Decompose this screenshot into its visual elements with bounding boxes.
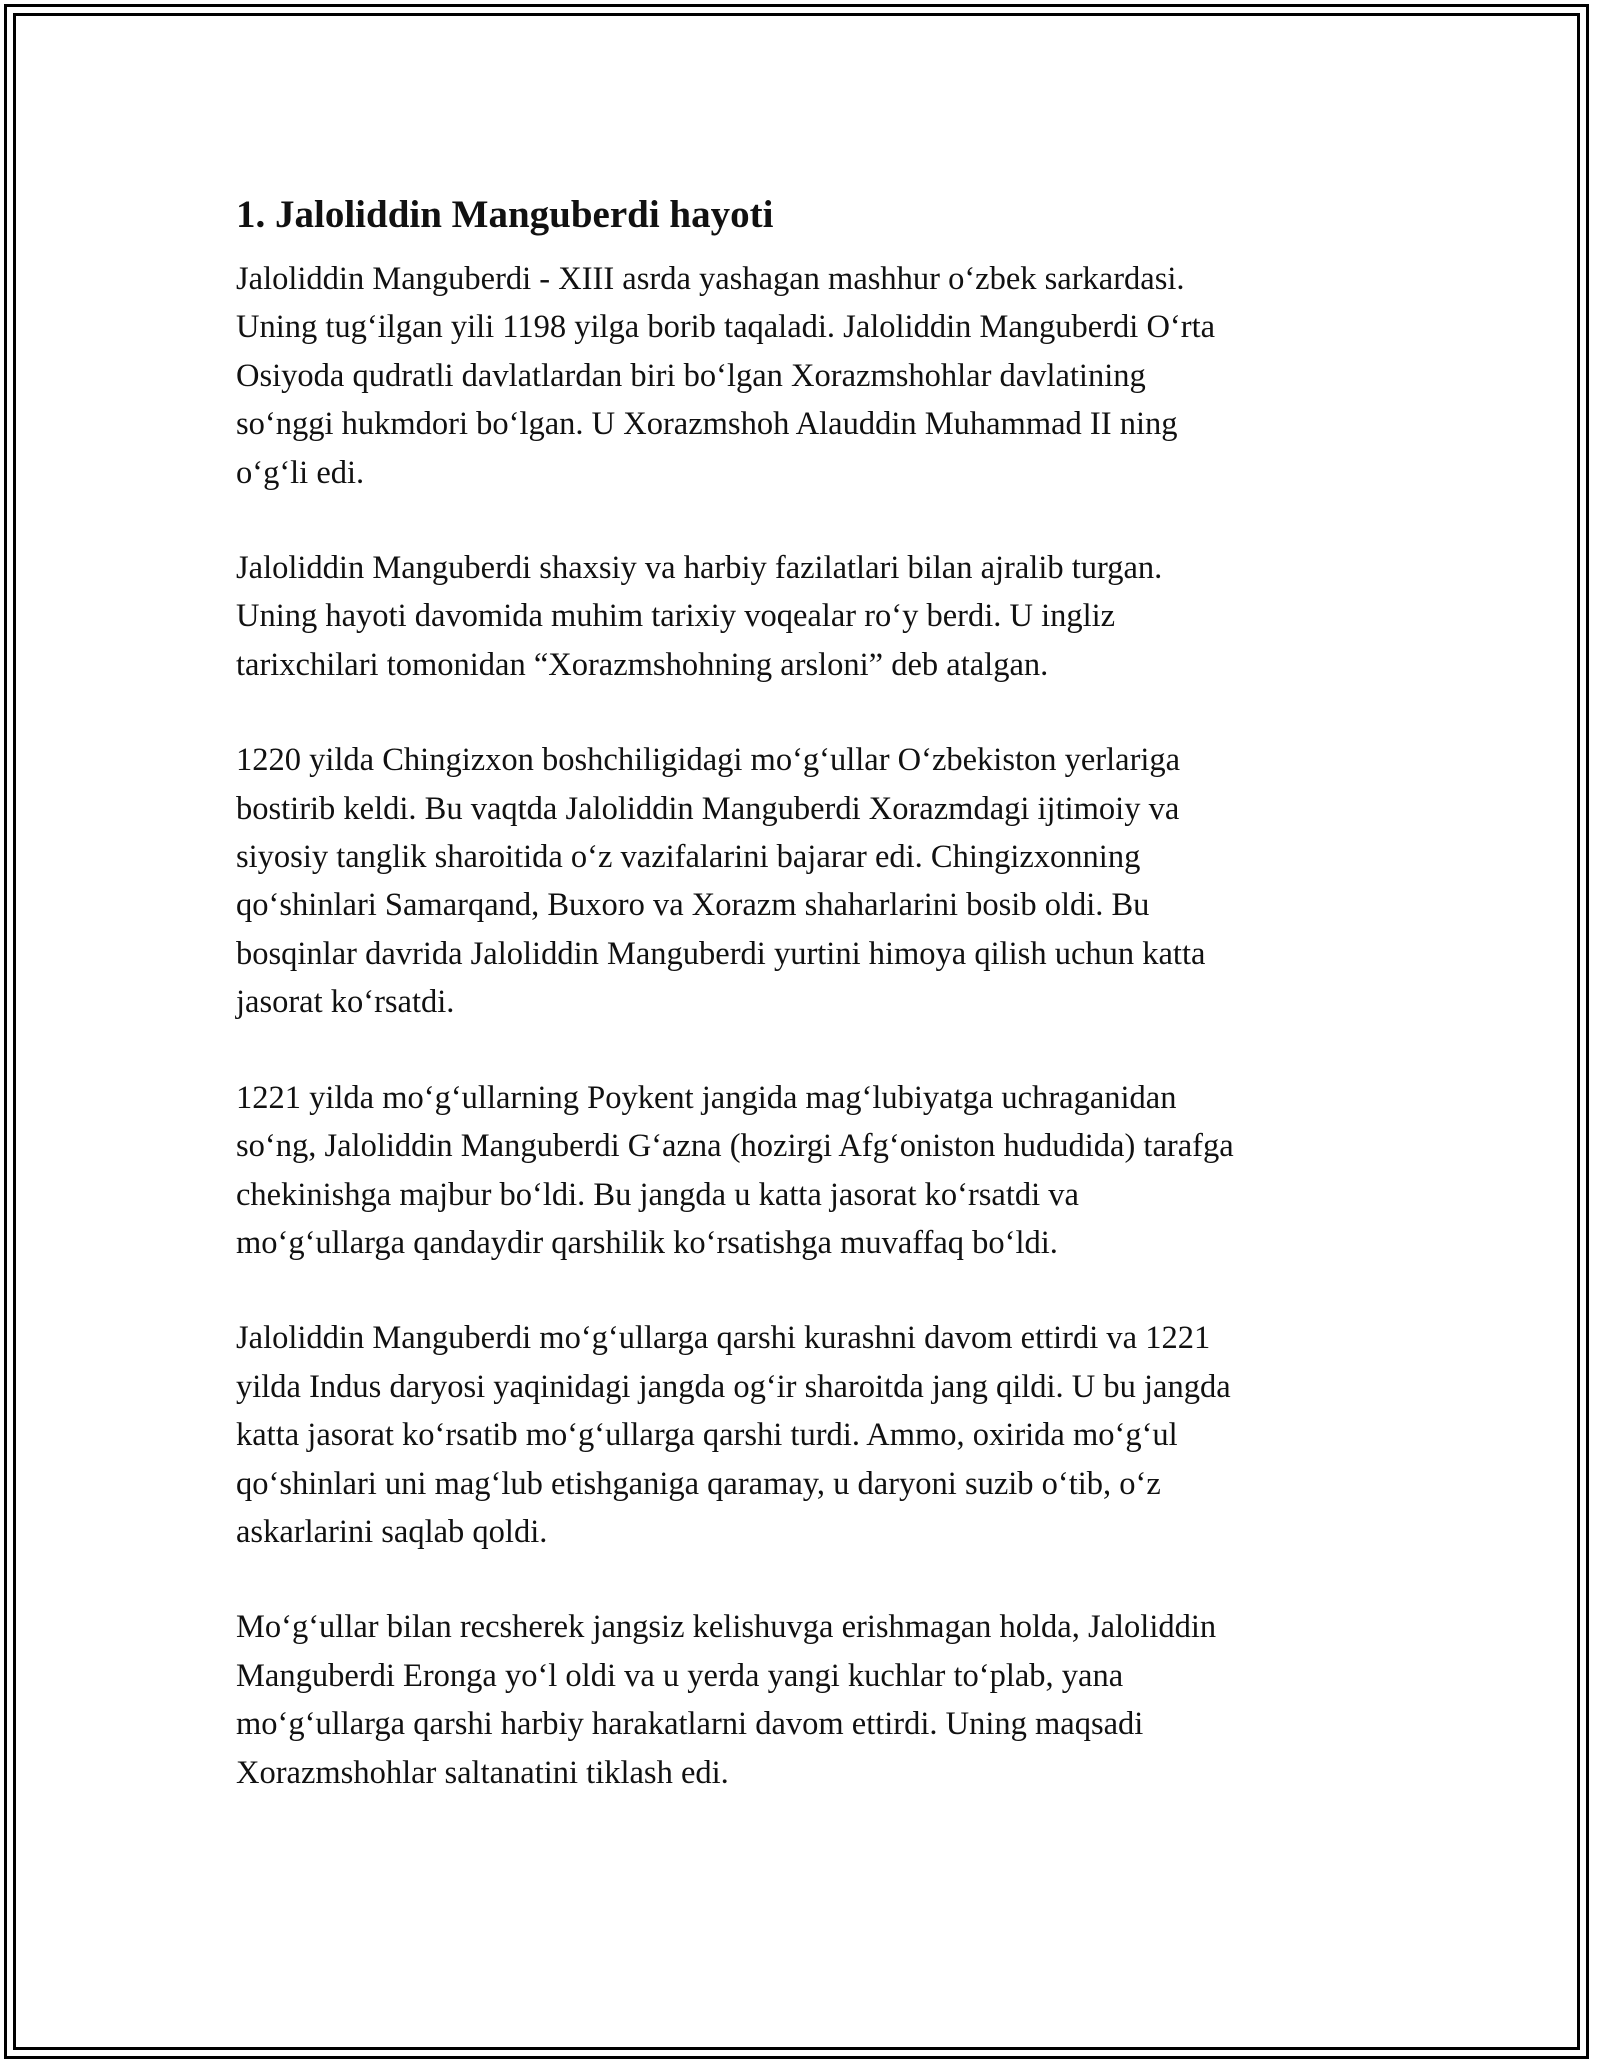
paragraph-line: askarlarini saqlab qoldi. xyxy=(236,1513,548,1550)
paragraph-line: Mo‘g‘ullar bilan recsherek jangsiz kelishuvga erishmagan holda, Jaloliddin xyxy=(236,1609,1217,1646)
paragraph-line: bostirib keldi. Bu vaqtda Jaloliddin Manguberdi Xorazmdagi ijtimoiy va xyxy=(236,790,1180,827)
document-body xyxy=(236,187,1376,1844)
paragraph-4 xyxy=(236,1074,1376,1268)
paragraph-5 xyxy=(236,1314,1376,1556)
paragraph-line: Xorazmshohlar saltanatini tiklash edi. xyxy=(236,1754,729,1791)
paragraph-1 xyxy=(236,255,1376,497)
paragraph-2 xyxy=(236,544,1376,689)
paragraph-line: Jaloliddin Manguberdi - XIII asrda yashagan mashhur o‘zbek sarkardasi. xyxy=(236,261,1185,297)
paragraph-line: so‘nggi hukmdori bo‘lgan. U Xorazmshoh Alauddin Muhammad II ning xyxy=(236,406,1178,443)
paragraph-line: jasorat ko‘rsatdi. xyxy=(236,984,455,1021)
paragraph-line: bosqinlar davrida Jaloliddin Manguberdi yurtini himoya qilish uchun katta xyxy=(236,935,1206,972)
paragraph-3 xyxy=(236,736,1376,1026)
paragraph-line: Uning hayoti davomida muhim tarixiy voqealar ro‘y berdi. U ingliz xyxy=(236,598,1116,635)
paragraph-line: Jaloliddin Manguberdi mo‘g‘ullarga qarshi kurashni davom ettirdi va 1221 xyxy=(236,1320,1211,1357)
paragraph-line: qo‘shinlari Samarqand, Buxoro va Xorazm shaharlarini bosib oldi. Bu xyxy=(236,887,1150,924)
paragraph-line: siyosiy tanglik sharoitida o‘z vazifalarini bajarar edi. Chingizxonning xyxy=(236,839,1141,876)
paragraph-line: 1220 yilda Chingizxon boshchiligidagi mo‘g‘ullar O‘zbekiston yerlariga xyxy=(236,742,1181,779)
paragraph-line: o‘g‘li edi. xyxy=(236,454,365,491)
page-title: 1. Jaloliddin Manguberdi hayoti xyxy=(236,193,774,236)
paragraph-line: chekinishga majbur bo‘ldi. Bu jangda u katta jasorat ko‘rsatdi va xyxy=(236,1176,1079,1213)
paragraph-line: Manguberdi Eronga yo‘l oldi va u yerda yangi kuchlar to‘plab, yana xyxy=(236,1657,1124,1694)
paragraph-line: Osiyoda qudratli davlatlardan biri bo‘lgan Xorazmshohlar davlatining xyxy=(236,357,1146,394)
paragraph-line: katta jasorat ko‘rsatib mo‘g‘ullarga qarshi turdi. Ammo, oxirida mo‘g‘ul xyxy=(236,1417,1178,1454)
paragraph-line: so‘ng, Jaloliddin Manguberdi G‘azna (hozirgi Afg‘oniston hududida) tarafga xyxy=(236,1128,1234,1165)
paragraph-line: yilda Indus daryosi yaqinidagi jangda og‘ir sharoitda jang qildi. U bu jangda xyxy=(236,1368,1231,1405)
paragraph-line: tarixchilari tomonidan “Xorazmshohning arsloni” deb atalgan. xyxy=(236,646,1049,683)
paragraph-line: Uning tug‘ilgan yili 1198 yilga borib taqaladi. Jaloliddin Manguberdi O‘rta xyxy=(236,309,1216,346)
paragraph-line: mo‘g‘ullarga qarshi harbiy harakatlarni davom ettirdi. Uning maqsadi xyxy=(236,1706,1144,1743)
paragraph-line: 1221 yilda mo‘g‘ullarning Poykent jangida mag‘lubiyatga uchraganidan xyxy=(236,1079,1177,1116)
paragraph-line: qo‘shinlari uni mag‘lub etishganiga qaramay, u daryoni suzib o‘tib, o‘z xyxy=(236,1465,1161,1502)
paragraph-line: mo‘g‘ullarga qandaydir qarshilik ko‘rsatishga muvaffaq bo‘ldi. xyxy=(236,1224,1058,1261)
paragraph-6 xyxy=(236,1603,1376,1797)
paragraph-line: Jaloliddin Manguberdi shaxsiy va harbiy fazilatlari bilan ajralib turgan. xyxy=(236,550,1163,587)
